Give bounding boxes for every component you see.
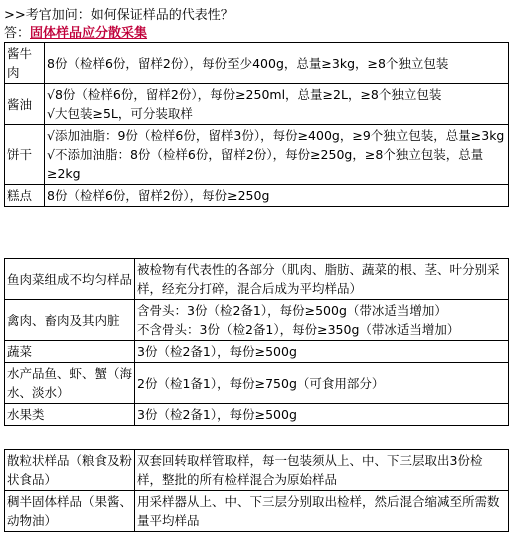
food-category-cell: 糕点 [5, 185, 45, 207]
sampling-rule-line: √不添加油脂：8份（检样6份，留样2份），每份≥250g，≥8个独立包装，总量≥2kg [47, 147, 484, 181]
fresh-food-row [5, 341, 509, 363]
food-category-cell: 酱牛肉 [5, 43, 45, 84]
answer-highlight: 固体样品应分散采集 [30, 26, 148, 41]
sampling-rule-line: √添加油脂：9份（检样6份，留样3份），每份≥400g，≥9个独立包装，总量≥3kg [47, 128, 505, 143]
packaged-food-row [5, 185, 509, 207]
sampling-rule-line: 8份（检样6份，留样2份），每份≥250g [47, 188, 270, 203]
fresh-food-table [4, 258, 509, 426]
fresh-food-row [5, 300, 509, 341]
sampling-rule-line: 含骨头：3份（检2备1），每份≥500g（带冰适当增加） [137, 303, 447, 318]
sampling-rule-line: 2份（检1备1），每份≥750g（可食用部分） [137, 375, 385, 391]
bulk-sampling-row [5, 450, 509, 491]
sampling-rule-line: 8份（检样6份，留样2份），每份至少400g，总量≥3kg，≥8个独立包装 [47, 55, 449, 71]
sampling-rule-cell [135, 259, 509, 300]
answer-prefix: 答： [4, 26, 31, 41]
sampling-rule-cell [45, 84, 509, 125]
sampling-rule-line: √8份（检样6份，留样2份），每份≥250ml，总量≥2L，≥8个独立包装 [47, 87, 442, 102]
food-category-cell: 饼干 [5, 125, 45, 185]
sampling-rule-line: 用采样器从上、中、下三层分别取出检样，然后混合缩减至所需数量平均样品 [137, 494, 500, 528]
sampling-rule-cell [45, 125, 509, 185]
sampling-rule-cell [135, 363, 509, 404]
packaged-food-row [5, 43, 509, 84]
food-category-cell: 稠半固体样品（果酱、动物油） [5, 491, 135, 532]
answer-line [4, 22, 147, 41]
sampling-rule-cell [135, 300, 509, 341]
sampling-rule-line: 被检物有代表性的各部分（肌肉、脂肪、蔬菜的根、茎、叶分别采样，经充分打碎，混合后成为平均样品） [137, 262, 500, 296]
sampling-rule-cell [45, 185, 509, 207]
fresh-food-row [5, 404, 509, 426]
sampling-rule-cell [135, 404, 509, 426]
food-category-cell: 蔬菜 [5, 341, 135, 363]
sampling-rule-cell [135, 341, 509, 363]
fresh-food-row [5, 259, 509, 300]
question-text: >>考官加问：如何保证样品的代表性？ [4, 8, 234, 23]
food-category-cell: 水果类 [5, 404, 135, 426]
sampling-rule-cell [135, 491, 509, 532]
sampling-rule-line: √大包装≥5L，可分装取样 [47, 106, 193, 121]
food-category-cell: 鱼肉菜组成不均匀样品 [5, 259, 135, 300]
packaged-food-table [4, 42, 509, 207]
sampling-rule-cell [135, 450, 509, 491]
sampling-rule-line: 双套回转取样管取样，每一包装须从上、中、下三层取出3份检样，整批的所有检样混合为原始样品 [137, 453, 483, 487]
bulk-sampling-table [4, 449, 509, 532]
food-category-cell: 散粒状样品（粮食及粉状食品） [5, 450, 135, 491]
sampling-rule-line: 不含骨头：3份（检2备1），每份≥350g（带冰适当增加） [137, 322, 460, 337]
packaged-food-row [5, 84, 509, 125]
sampling-rule-cell [45, 43, 509, 84]
sampling-rule-line: 3份（检2备1），每份≥500g [137, 344, 297, 359]
sampling-rule-line: 3份（检2备1），每份≥500g [137, 407, 297, 422]
bulk-sampling-row [5, 491, 509, 532]
food-category-cell: 酱油 [5, 84, 45, 125]
food-category-cell: 禽肉、畜肉及其内脏 [5, 300, 135, 341]
packaged-food-row [5, 125, 509, 185]
fresh-food-row [5, 363, 509, 404]
food-category-cell: 水产品鱼、虾、蟹（海水、淡水） [5, 363, 135, 404]
